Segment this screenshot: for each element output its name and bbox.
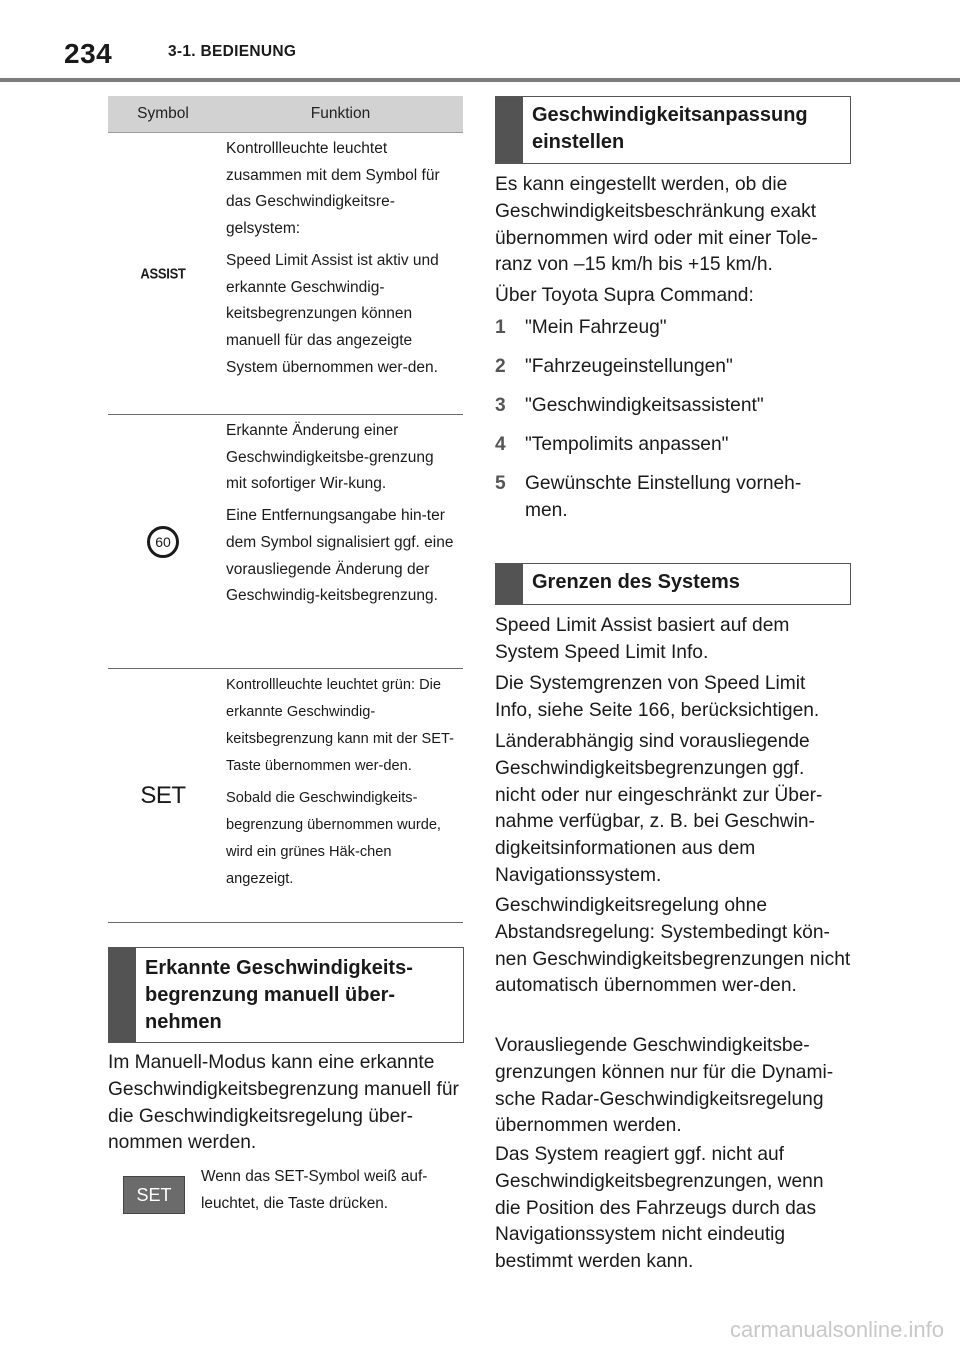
list-item: 2 "Fahrzeugeinstellungen" xyxy=(495,356,733,377)
set-button-icon: SET xyxy=(123,1176,185,1214)
function-cell xyxy=(218,133,463,414)
limits-paragraph: Geschwindigkeitsregelung ohne Abstandsregelung: Systembedingt kön-nen Geschwindigkeitsbegrenzungen nicht automatisch übernommen wer-den. xyxy=(495,895,851,997)
page-number: 234 xyxy=(64,38,113,69)
limits-paragraph: Vorausliegende Geschwindigkeitsbe-grenzungen können nur für die Dynami-sche Radar-Geschwindigkeitsregelung übernommen werden. xyxy=(495,1035,834,1137)
list-item: 3 "Geschwindigkeitsassistent" xyxy=(495,395,764,416)
function-text: Kontrollleuchte leuchtet grün: Die erkannte Geschwindig-keitsbegrenzung kann mit der SET-Taste übernommen wer-den. xyxy=(226,677,454,774)
speed-limit-sign-icon xyxy=(108,415,218,668)
function-cell xyxy=(218,415,463,668)
function-text: Speed Limit Assist ist aktiv und erkannte Geschwindig-keitsbegrenzungen können manuell für das angezeigte System übernommen wer-den. xyxy=(226,251,439,376)
manual-mode-paragraph: Im Manuell-Modus kann eine erkannte Geschwindigkeitsbegrenzung manuell für die Geschwindigkeitsregelung über-nommen werden. xyxy=(108,1052,459,1154)
column-header-function: Funktion xyxy=(310,105,371,122)
assist-icon xyxy=(108,133,218,414)
section-title: Erkannte Geschwindigkeits-begrenzung manuell über-nehmen xyxy=(145,957,413,1033)
speed-adjustment-lead: Über Toyota Supra Command: xyxy=(495,285,754,306)
settings-steps xyxy=(495,314,855,536)
table-row xyxy=(108,669,463,923)
table-row xyxy=(108,133,463,415)
function-text: Sobald die Geschwindigkeits-begrenzung übernommen wurde, wird ein grünes Häk-chen angezeigt. xyxy=(226,790,441,887)
table-header xyxy=(108,96,463,133)
function-text: Erkannte Änderung einer Geschwindigkeitsbe-grenzung mit sofortiger Wir-kung. xyxy=(226,422,434,493)
function-cell xyxy=(218,669,463,922)
limits-paragraph: Die Systemgrenzen von Speed Limit Info, siehe Seite 166, berücksichtigen. xyxy=(495,673,820,721)
header-divider xyxy=(0,78,960,82)
set-icon xyxy=(108,669,218,922)
list-item: 4 "Tempolimits anpassen" xyxy=(495,434,729,455)
list-item: 1 "Mein Fahrzeug" xyxy=(495,317,667,338)
set-button-note: Wenn das SET-Symbol weiß auf-leuchtet, die Taste drücken. xyxy=(201,1168,428,1212)
section-title: Geschwindigkeitsanpassung einstellen xyxy=(532,104,808,153)
set-icon-label: SET xyxy=(140,781,186,809)
function-text: Kontrollleuchte leuchtet zusammen mit dem Symbol für das Geschwindigkeitsre-gelsystem: xyxy=(226,140,440,238)
column-header-symbol: Symbol xyxy=(137,105,189,122)
symbol-function-table xyxy=(108,96,463,923)
section-heading-manual-takeover xyxy=(108,947,464,1043)
watermark: carmanualsonline.info xyxy=(729,1317,944,1342)
chapter-title: 3-1. BEDIENUNG xyxy=(168,43,297,60)
limits-paragraph: Speed Limit Assist basiert auf dem System Speed Limit Info. xyxy=(495,615,790,663)
list-item: 5 Gewünschte Einstellung vorneh-men. xyxy=(495,473,802,521)
speed-limit-value: 60 xyxy=(155,533,171,550)
section-heading-speed-adjustment xyxy=(495,96,851,164)
assist-icon-label: ASSIST xyxy=(140,265,186,282)
section-heading-system-limits xyxy=(495,563,851,605)
table-row xyxy=(108,415,463,669)
function-text: Eine Entfernungsangabe hin-ter dem Symbol signalisiert ggf. eine vorausliegende Änderung der Geschwindig-keitsbegrenzung. xyxy=(226,507,454,605)
section-title: Grenzen des Systems xyxy=(532,571,740,593)
speed-adjustment-intro: Es kann eingestellt werden, ob die Geschwindigkeitsbeschränkung exakt übernommen wird oder mit einer Tole-ranz von –15 km/h bis +15 km/h. xyxy=(495,174,818,276)
limits-paragraph: Das System reagiert ggf. nicht auf Geschwindigkeitsbegrenzungen, wenn die Position des Fahrzeugs durch das Navigationssystem nicht eindeutig bestimmt werden kann. xyxy=(495,1144,824,1273)
limits-paragraph: Länderabhängig sind vorausliegende Geschwindigkeitsbegrenzungen ggf. nicht oder nur eingeschränkt zur Über-nahme verfügbar, z. B. bei Geschwin-digkeitsinformationen aus dem Navigationssystem. xyxy=(495,731,823,886)
